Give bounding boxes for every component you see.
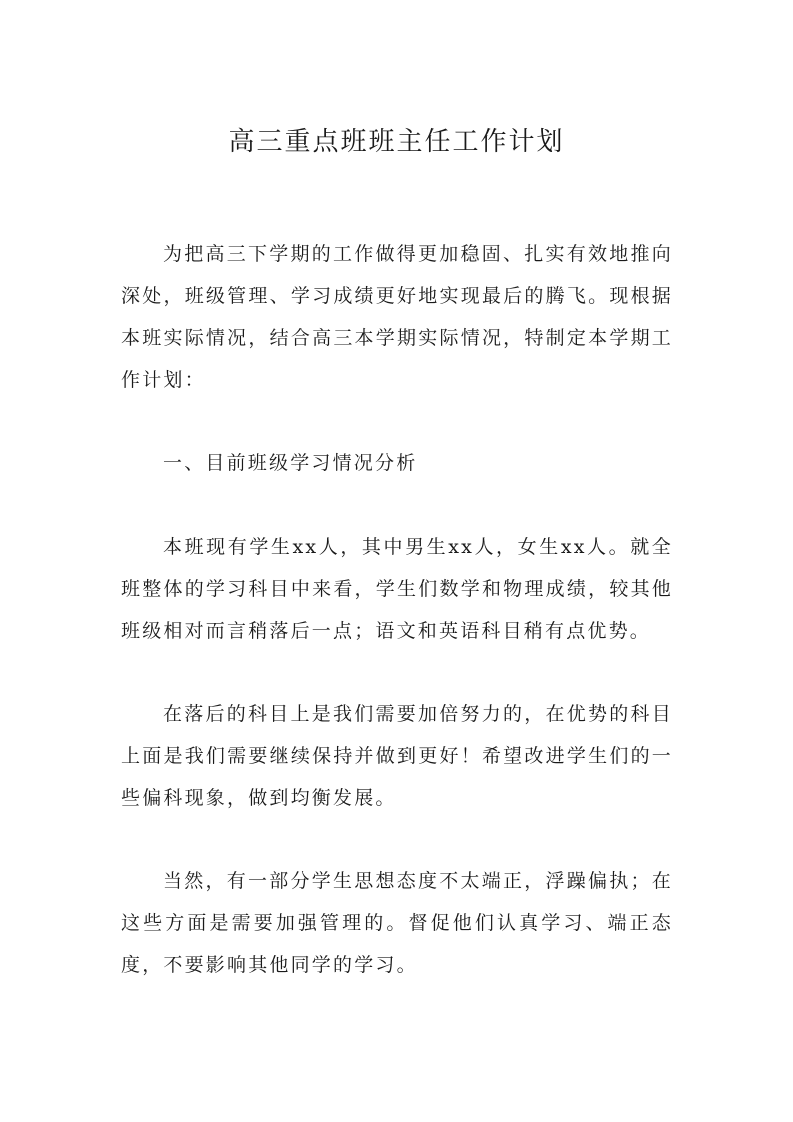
paragraph-improvement: 在落后的科目上是我们需要加倍努力的，在优势的科目上面是我们需要继续保持并做到更好！希望改进学生们的一些偏科现象，做到均衡发展。	[121, 703, 673, 809]
document-title: 高三重点班班主任工作计划	[228, 127, 565, 157]
section-heading: 一、目前班级学习情况分析	[163, 452, 418, 474]
intro-paragraph: 为把高三下学期的工作做得更加稳固、扎实有效地推向深处，班级管理、学习成绩更好地实现最后的腾飞。现根据本班实际情况，结合高三本学期实际情况，特制定本学期工作计划：	[121, 243, 673, 391]
paragraph-class-overview: 本班现有学生xx人，其中男生xx人，女生xx人。就全班整体的学习科目中来看，学生们数学和物理成绩，较其他班级相对而言稍落后一点；语文和英语科目稍有点优势。	[121, 536, 673, 642]
paragraph-attitude: 当然，有一部分学生思想态度不太端正，浮躁偏执；在这些方面是需要加强管理的。督促他们认真学习、端正态度，不要影响其他同学的学习。	[121, 870, 673, 976]
